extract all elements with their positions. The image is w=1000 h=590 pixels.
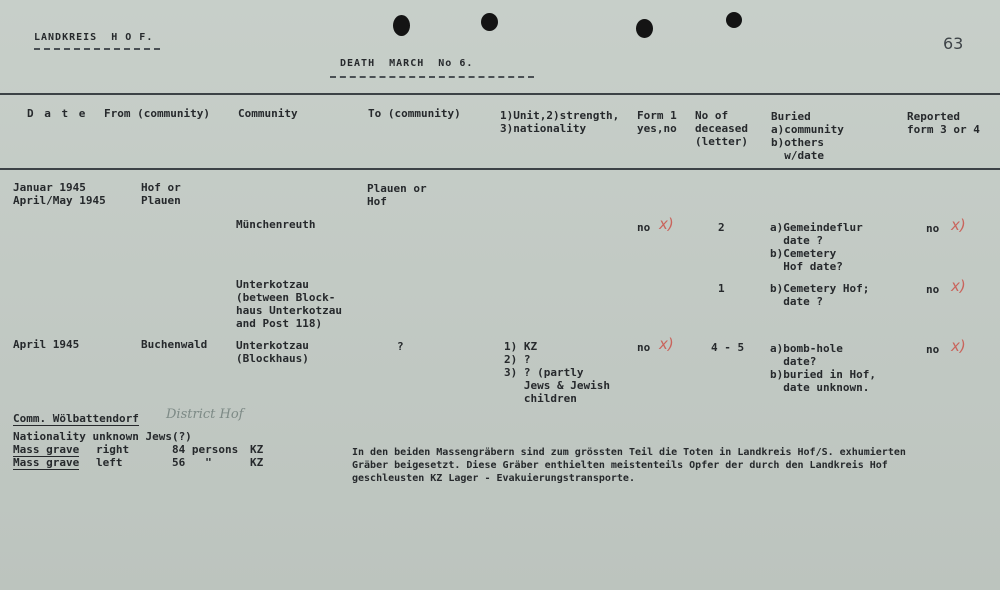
title-underline [330, 76, 534, 78]
row4-community: Unterkotzau (Blockhaus) [236, 339, 309, 365]
grave-left-label: Mass grave [13, 456, 80, 469]
col-header-buried: Buried a)community b)others w/date [771, 110, 844, 162]
german-note: In den beiden Massengräbern sind zum grössten Teil die Toten in Landkreis Hof/S. exhumierten Gräber beigesetzt. Diese Gräber enthielten meistenteils Opfer der durch den Landkreis Hof geschleusten KZ Lager - Evakuierungstransporte. [352, 447, 906, 484]
punch-hole [636, 19, 653, 38]
row4-from: Buchenwald [141, 338, 208, 351]
row2-deceased: 2 [718, 221, 725, 234]
row2-form1: no [637, 221, 651, 234]
punch-hole [393, 15, 410, 36]
row3-buried: b)Cemetery Hof; date ? [770, 282, 870, 308]
row2-community: Münchenreuth [236, 218, 316, 231]
row1-date: Januar 1945 April/May 1945 [13, 181, 106, 207]
grave-right-label: Mass grave [13, 443, 80, 456]
pencil-note: District Hof [166, 407, 244, 422]
punch-hole [481, 13, 498, 31]
page-number: 63 [943, 34, 964, 53]
col-header-community: Community [238, 107, 298, 120]
row2-reported-mark: x) [951, 216, 966, 234]
page-title: DEATH MARCH No 6. [340, 58, 474, 69]
grave-left-count: 56 " [172, 456, 212, 469]
header-bottom-rule [0, 168, 1000, 170]
grave-right-camp: KZ [250, 443, 264, 456]
row4-reported-mark: x) [951, 337, 966, 355]
row3-community: Unterkotzau (between Block- haus Unterkotzau and Post 118) [236, 278, 342, 330]
district-underline [34, 48, 160, 50]
col-header-form1: Form 1 yes,no [637, 109, 677, 135]
row3-reported-mark: x) [951, 277, 966, 295]
row3-reported: no [926, 283, 940, 296]
grave-left-camp: KZ [250, 456, 264, 469]
row3-deceased: 1 [718, 282, 725, 295]
col-header-reported: Reported form 3 or 4 [907, 110, 980, 136]
row4-reported: no [926, 343, 940, 356]
comm-label: Comm. Wölbattendorf [13, 412, 139, 425]
row2-reported: no [926, 222, 940, 235]
col-header-deceased: No of deceased (letter) [695, 109, 748, 148]
row4-buried: a)bomb-hole date? b)buried in Hof, date unknown. [770, 342, 876, 394]
punch-hole [726, 12, 742, 28]
row4-date: April 1945 [13, 338, 80, 351]
row4-unit: 1) KZ 2) ? 3) ? (partly Jews & Jewish children [504, 340, 610, 405]
row4-form1-mark: x) [659, 335, 674, 353]
row1-from: Hof or Plauen [141, 181, 181, 207]
grave-right-side: right [96, 443, 130, 456]
row2-form1-mark: x) [659, 215, 674, 233]
row4-form1: no [637, 341, 651, 354]
col-header-from: From (community) [104, 107, 210, 120]
district-label: LANDKREIS H O F. [34, 32, 154, 43]
grave-right-count: 84 persons [172, 443, 239, 456]
nationality-note: Nationality unknown Jews(?) [13, 430, 192, 443]
row2-buried: a)Gemeindeflur date ? b)Cemetery Hof date? [770, 221, 863, 273]
col-header-date: D a t e [27, 107, 88, 120]
col-header-unit: 1)Unit,2)strength, 3)nationality [500, 109, 620, 135]
grave-left-side: left [96, 456, 123, 469]
row4-deceased: 4 - 5 [711, 341, 745, 354]
header-top-rule [0, 93, 1000, 95]
col-header-to: To (community) [368, 107, 461, 120]
row4-to: ? [397, 340, 404, 353]
row1-to: Plauen or Hof [367, 182, 427, 208]
